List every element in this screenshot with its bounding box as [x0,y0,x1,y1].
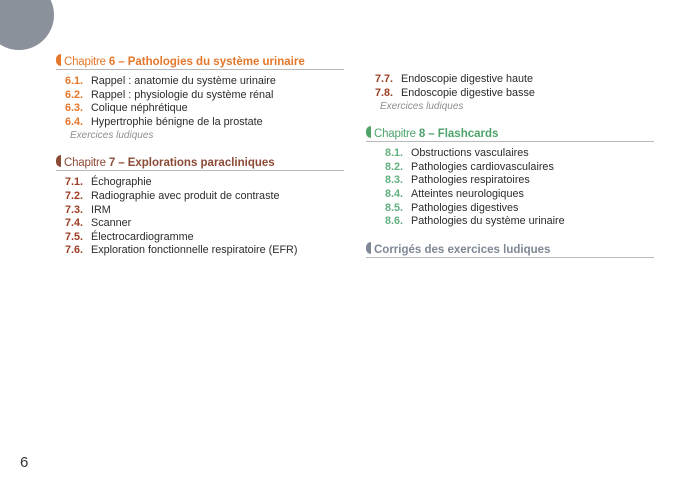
chapter-8-items [366,147,654,229]
entry-text: IRM [91,203,111,216]
entry-text: Électrocardiogramme [91,230,194,243]
entry-text: Exploration fonctionnelle respiratoire (EFR) [91,244,298,257]
entry-number: 7.4. [64,217,83,230]
chapter-7-items [56,176,344,258]
entry-number: 8.6. [384,215,403,228]
entry-number: 8.2. [384,160,403,173]
chapter-tab-marker [366,126,371,138]
toc-entry[interactable] [56,75,344,89]
entry-text: Colique néphrétique [91,102,188,115]
toc-right-column [366,73,654,263]
entry-text: Hypertrophie bénigne de la prostate [91,115,263,128]
toc-entry[interactable] [56,89,344,103]
toc-entry[interactable] [366,147,654,161]
entry-number: 7.5. [64,230,83,243]
toc-entry[interactable] [366,174,654,188]
entry-number: 8.1. [384,147,403,160]
entry-number: 7.7. [374,73,393,85]
entry-number: 8.4. [384,187,403,200]
entry-text: Pathologies digestives [411,201,519,214]
entry-number: 6.1. [64,75,83,87]
toc-entry[interactable] [56,217,344,231]
entry-number: 8.5. [384,201,403,214]
chapter-word: Chapitre [64,56,106,68]
chapter-8-heading[interactable] [366,124,654,142]
toc-entry[interactable] [56,231,344,245]
toc-entry[interactable] [56,190,344,204]
chapter-number: 8 [418,128,426,141]
entry-text: Pathologies respiratoires [411,174,530,187]
chapter-7-heading[interactable] [56,153,344,171]
chapter-word: Chapitre [64,157,106,170]
chapter-tab-marker [366,242,371,254]
toc-entry[interactable] [366,73,654,87]
entry-text: Atteintes neurologiques [411,187,524,200]
toc-entry[interactable] [366,161,654,175]
entry-text: Endoscopie digestive haute [401,73,534,85]
toc-entry[interactable] [56,204,344,218]
entry-number: 6.2. [64,88,83,101]
entry-text: Rappel : anatomie du système urinaire [91,75,276,87]
entry-number: 6.3. [64,102,83,115]
entry-number: 7.1. [64,176,83,189]
toc-entry[interactable] [56,116,344,130]
entry-number: 7.6. [64,244,83,257]
entry-number: 8.3. [384,174,403,187]
entry-text: Échographie [91,176,152,189]
toc-entry[interactable] [366,87,654,101]
chapter-title: Pathologies du système urinaire [127,56,305,68]
corriges-heading[interactable] [366,240,654,258]
toc-entry[interactable] [56,176,344,190]
entry-text: Obstructions vasculaires [411,147,529,160]
corriges-title: Corrigés des exercices ludiques [374,243,551,256]
entry-number: 7.2. [64,189,83,202]
chapter-word: Chapitre [374,128,416,141]
chapter-dash: – [118,56,125,68]
exercise-link[interactable]: Exercices ludiques [380,101,464,113]
entry-text: Pathologies du système urinaire [411,215,565,228]
chapter-title: Flashcards [437,128,499,141]
chapter-number: 6 [108,56,116,68]
entry-text: Rappel : physiologie du système rénal [91,88,274,101]
chapter-dash: – [428,128,435,141]
chapter-6-items [56,75,344,142]
toc-entry[interactable] [56,102,344,116]
entry-number: 6.4. [64,115,83,128]
toc-left-column [56,52,344,258]
entry-text: Scanner [91,217,132,230]
corner-decoration [0,0,54,50]
chapter-dash: – [118,157,125,170]
toc-entry[interactable] [366,188,654,202]
entry-text: Pathologies cardiovasculaires [411,160,554,173]
toc-entry[interactable] [366,202,654,216]
exercise-link[interactable]: Exercices ludiques [70,130,154,142]
toc-entry[interactable] [366,215,654,229]
page-number: 6 [20,454,29,471]
chapter-tab-marker [56,155,61,167]
chapter-number: 7 [108,157,116,170]
entry-number: 7.3. [64,203,83,216]
toc-entry[interactable] [56,244,344,258]
chapter-7-continued-items [366,73,654,113]
entry-text: Radiographie avec produit de contraste [91,189,280,202]
chapter-title: Explorations paracliniques [127,157,275,170]
entry-number: 7.8. [374,86,393,99]
chapter-tab-marker [56,54,61,66]
entry-text: Endoscopie digestive basse [401,86,535,99]
chapter-6-heading[interactable] [56,52,344,70]
